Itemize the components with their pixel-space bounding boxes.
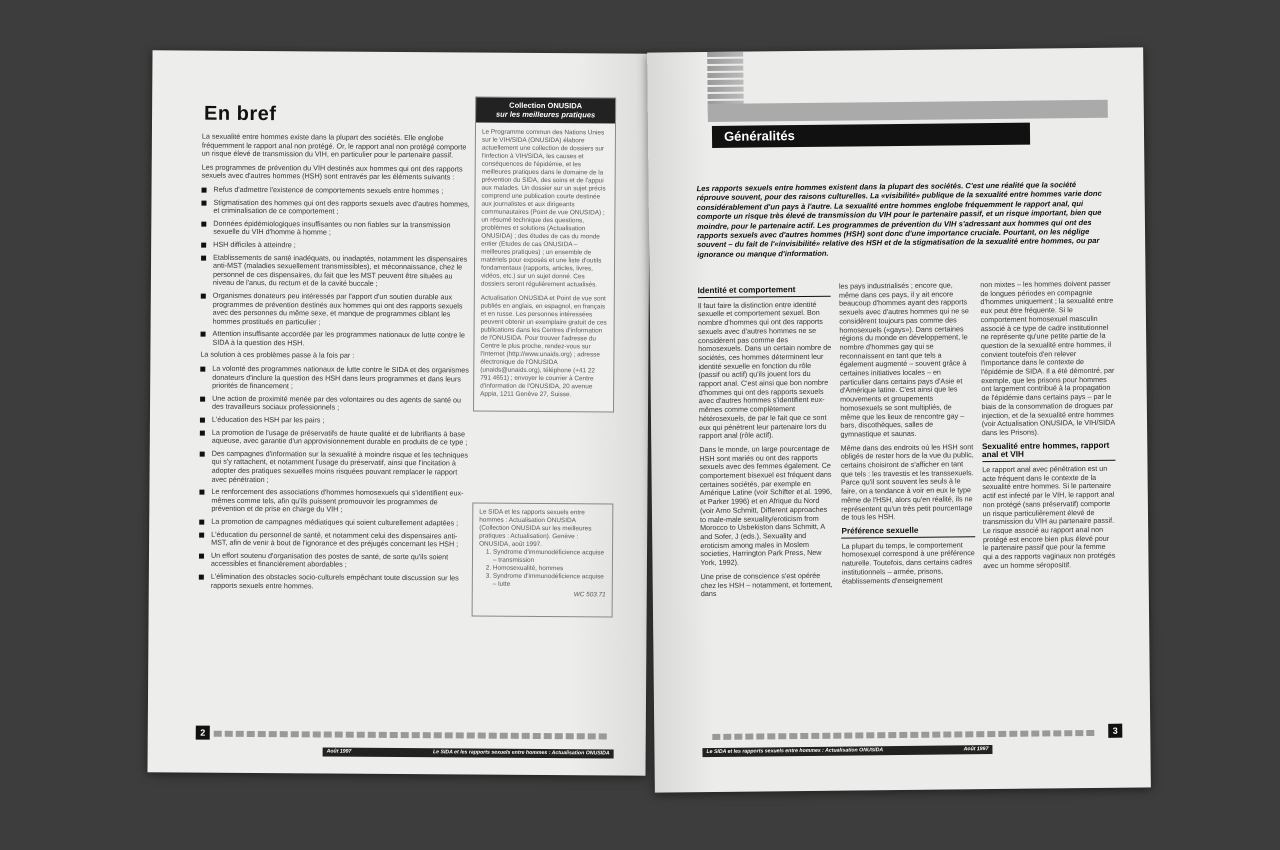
bullet-square-icon <box>201 294 206 299</box>
footer-bar <box>702 745 992 757</box>
left-page <box>147 50 650 775</box>
intro-paragraph: Les programmes de prévention du VIH destinés aux hommes qui ont des rapports sexuels avec d'autres hommes (HSH) sont entravés par les éléments suivants : <box>201 162 463 182</box>
solution-intro: La solution à ces problèmes passe à la fois par : <box>200 350 355 361</box>
paragraph: Dans le monde, un large pourcentage de HSH sont mariés ou ont des rapports sexuels avec des femmes également. Ce comportement bisexuel est fréquent dans certaines sociétés, par exemple en Amérique Latine (voir Schifter et al. 1996, et Parker 1996) et en Afrique du Nord (voir Arno Schmitt, Different approaches to male-male sexuality/eroticism from Morocco to Usbekiston dans Schmitt, A and Sofer, J (eds.), Sexuality and eroticism among males in Moslem societies, Harrington Park Press, New York, 1992). <box>699 443 833 568</box>
list-item: L'éducation du personnel de santé, et notamment celui des dispensaires anti-MST, afin de venir à bout de l'ignorance et des préjugés concernant les HSH ; <box>199 530 469 549</box>
footer-date: Août 1997 <box>326 748 352 755</box>
bullet-square-icon <box>201 200 206 205</box>
list-item: Stigmatisation des hommes qui ont des rapports sexuels avec d'autres hommes, et criminalisation de ce comportement ; <box>201 198 471 217</box>
page-number: 3 <box>1108 724 1122 738</box>
bullet-square-icon <box>199 553 204 558</box>
paragraph: non mixtes – les hommes doivent passer de longues périodes en compagnie d'hommes uniquement ; la sexualité entre eux peut être fréquente. Si le comportement homosexuel masculin associé à ce type de cadre institutionnel ne représente qu'une petite partie de la question de la sexualité entre hommes, il convient toutefois d'en relever l'importance dans le contexte de l'épidémie de SIDA. Il a été démontré, par exemple, que les prisons pour hommes ont largement contribué à la propagation de l'épidémie dans certains pays – par le biais de la consommation de drogues par injection, et de la sexualité entre hommes (voir Actualisation ONUSIDA, le VIH/SIDA dans les Prisons). <box>980 278 1115 438</box>
collection-sidebox <box>473 97 616 413</box>
footer-title: Le SIDA et les rapports sexuels entre hommes : Actualisation ONUSIDA <box>432 749 610 757</box>
list-item: Des campagnes d'information sur la sexualité à moindre risque et les techniques qui s'y rattachent, et notamment l'usage du préservatif, ainsi que l'incitation à adopter des pratiques sexuelles moins risquées pouvant remplacer le rapport avec pénétration ; <box>200 449 470 485</box>
list-item: Refus d'admettre l'existence de comportements sexuels entre hommes ; <box>202 186 472 196</box>
list-item: L'éducation des HSH par les pairs ; <box>200 416 470 426</box>
subject-list <box>479 549 606 590</box>
list-item: 1. Syndrome d'immunodéficience acquise – transmission <box>493 549 606 566</box>
list-item: Un effort soutenu d'organisation des postes de santé, de sorte qu'ils soient accessibles et financièrement abordables ; <box>199 551 469 570</box>
article-columns <box>698 280 1117 604</box>
subheading: Identité et comportement <box>698 286 831 298</box>
bullet-square-icon <box>202 188 207 193</box>
subheading: Sexualité entre hommes, rapport anal et VIH <box>982 441 1116 462</box>
list-item: Données épidémiologiques insuffisantes ou non fiables sur la transmission sexuelle du VIH d'homme à homme ; <box>201 219 471 238</box>
list-item: Le renforcement des associations d'hommes homosexuels qui s'identifient eux-mêmes comme tels, afin qu'ils puissent promouvoir les programmes de prévention et de prise en charge du VIH ; <box>199 488 469 516</box>
bullet-square-icon <box>201 243 206 248</box>
footer-date: Août 1997 <box>963 746 989 753</box>
catalog-reference-box <box>472 503 614 618</box>
list-item: Organismes donateurs peu intéressés par l'apport d'un soutien durable aux programmes de prévention destinés aux hommes qui ont des rapports sexuels avec des personnes du même sexe, et manque de programmes ciblant les hommes prostitués en particulier ; <box>201 292 471 328</box>
bullet-square-icon <box>199 520 204 525</box>
bullet-square-icon <box>201 221 206 226</box>
list-item: La volonté des programmes nationaux de lutte contre le SIDA et des organismes donateurs d'inclure la question des HSH dans leurs programmes et dans leurs priorités de financement ; <box>200 365 470 393</box>
sidebox-paragraph: Le Programme commun des Nations Unies sur le VIH/SIDA (ONUSIDA) élabore actuellement une collection de dossiers sur l'infection à VIH/SIDA, les causes et conséquences de l'épidémie, et les meilleures pratiques dans le domaine de la prévention du SIDA, des soins et de l'appui aux malades. Un dossier sur un sujet précis comprend une publication courte destinée aux journalistes et aux dirigeants communautaires (Point de vue ONUSIDA) ; un résumé technique des questions, problèmes et solutions (Actualisation ONUSIDA) ; des études de cas du monde entier (Etudes de cas ONUSIDA – meilleures pratiques) ; un ensemble de matériels pour exposés et une liste d'outils fondamentaux (rapports, articles, livres, vidéos, etc.) sur un sujet donné. Ces dossiers seront régulièrement actualisés. <box>480 128 606 289</box>
list-item: Etablissements de santé inadéquats, ou inadaptés, notamment les dispensaires anti-MST (maladies sexuellement transmissibles), et méconnaissance, chez le personnel de ces dispensaires, du fait que les MST peuvent être situées au niveau de l'anus, du rectum et de la cavité buccale ; <box>201 253 471 289</box>
column-2 <box>839 281 976 602</box>
paragraph: Le rapport anal avec pénétration est un acte fréquent dans le contexte de la sexualité entre hommes. Si le partenaire actif est infecté par le VIH, le rapport anal non protégé (sans préservatif) comporte un risque particulièrement élevé de transmission du VIH au partenaire passif. Le risque associé au rapport anal non protégé est encore bien plus élevé pour le partenaire passif que pour la femme qui a des rapports vaginaux non protégés avec un homme séropositif. <box>982 463 1116 570</box>
paragraph: Même dans des endroits où les HSH sont obligés de rester hors de la vue du public, certains choisiront de s'afficher en tant que tels : les travestis et les transsexuels. Parce qu'il sont souvent les seuls à le faire, on a tendance à voir en eux le type même de l'HSH, alors qu'en réalité, ils ne représentent qu'un très petit pourcentage de tous les HSH. <box>840 441 974 522</box>
bullet-square-icon <box>200 430 205 435</box>
intro-paragraph: Les rapports sexuels entre hommes existent dans la plupart des sociétés. C'est une réalité que la société réprouve souvent, pour des raisons culturelles. La «visibilité» publique de la sexualité entre hommes varie donc considérablement d'un pays à l'autre. La sexualité entre hommes englobe fréquemment le rapport anal, qui comporte un risque très élevé de transmission du VIH pour le partenaire passif, et un risque important, bien que moindre, pour le partenaire actif. Les programmes de prévention du VIH s'adressant aux hommes qui ont des rapports sexuels avec d'autres hommes (HSH) sont donc d'une importance cruciale. Pourtant, on les néglige souvent – du fait de l'«invisibilité» relative des HSH et de la stigmatisation de la sexualité entre hommes, ou par ignorance ou manque d'information. <box>696 180 1102 259</box>
section-title: Généralités <box>712 123 1030 148</box>
list-item: HSH difficiles à atteindre ; <box>201 241 471 251</box>
footer-stripes <box>712 730 1102 740</box>
paragraph: Il faut faire la distinction entre identité sexuelle et comportement sexuel. Bon nombre d'hommes qui ont des rapports sexuels avec d'autres hommes ne se considèrent pas comme des homosexuels. Dans un certain nombre de sociétés, ces hommes déterminent leur identité sexuelle en fonction du rôle (passif ou actif) qu'ils jouent lors du rapport anal. C'est ainsi que bon nombre d'hommes qui ont des rapports sexuels avec d'autres hommes s'identifient eux-mêmes comme complètement hétérosexuels, de par le fait que ce sont eux qui pénètrent leur partenaire lors du rapport anal (rôle actif). <box>697 299 832 441</box>
bullet-square-icon <box>200 396 205 401</box>
header-grey-bar <box>708 100 1108 122</box>
page-title: En bref <box>204 102 277 126</box>
bullet-square-icon <box>201 255 206 260</box>
obstacles-list <box>200 186 471 349</box>
bullet-square-icon <box>200 367 205 372</box>
list-item: 3. Syndrome d'immunodéficience acquise – lutte <box>493 573 606 590</box>
intro-paragraph: La sexualité entre hommes existe dans la plupart des sociétés. Elle englobe fréquemment le rapport anal non protégé. Or, le rapport anal non protégé comporte un risque élevé de transmission du VIH, en particulier pour le partenaire passif. <box>201 131 467 160</box>
paragraph: les pays industrialisés ; encore que, même dans ces pays, il y ait encore beaucoup d'hommes ayant des rapports sexuels avec d'autres hommes qui ne se considèrent toujours pas comme des homosexuels («gays»). Dans certaines régions du monde en développement, le nombre d'hommes gay qui se reconnaissent en tant que tels a également augmenté – souvent grâce à certaines initiatives locales – en particulier dans certains pays d'Asie et d'Amérique latine. C'est ainsi que les mouvements et groupements homosexuels se sont multipliés, de même que les lieux de rencontre gay – bars, discothèques, salles de gymnastique et saunas. <box>838 280 969 439</box>
list-item: La promotion de campagnes médiatiques qui soient culturellement adaptées ; <box>199 518 469 528</box>
footer-stripes <box>214 731 614 740</box>
sidebox-body <box>474 123 615 412</box>
paragraph: La plupart du temps, le comportement homosexuel correspond à une préférence naturelle. Toutefois, dans certains cadres institutionnels – armée, prisons, établissements d'enseignement <box>841 540 975 586</box>
sidebox-subheading: sur les meilleures pratiques <box>495 109 596 120</box>
subheading: Préférence sexuelle <box>841 526 974 538</box>
paragraph: Une prise de conscience s'est opérée chez les HSH – notamment, et fortement, dans <box>700 570 833 599</box>
solutions-list <box>199 365 471 592</box>
list-item: L'élimination des obstacles socio-culturels empêchant toute discussion sur les rapports sexuels entre hommes. <box>199 573 469 592</box>
right-page <box>647 47 1151 792</box>
bullet-square-icon <box>200 418 205 423</box>
list-item: Une action de proximité menée par des volontaires ou des agents de santé ou des travailleurs sociaux professionnels ; <box>200 394 470 413</box>
bullet-square-icon <box>199 490 204 495</box>
sidebox-heading: Collection ONUSIDA sur les meilleures pratiques <box>476 98 615 124</box>
sidebox-paragraph: Actualisation ONUSIDA et Point de vue sont publiés en anglais, en espagnol, en français et en russe. Les personnes intéressées peuvent obtenir un exemplaire gratuit de ces publications dans les Centres d'information de l'ONUSIDA. Pour trouver l'adresse du Centre le plus proche, rendez-vous sur l'Internet (http://www.unaids.org) ; adresse électronique de l'ONUSIDA (unaids@unaids.org), téléphone (+41 22 791 4651) ; envoyer le courrier à Centre d'information de l'ONUSIDA, 20 avenue Appia, 1211 Genève 27, Suisse. <box>480 294 607 399</box>
column-1 <box>698 283 835 604</box>
bullet-square-icon <box>200 451 205 456</box>
left-body <box>199 133 472 596</box>
page-number: 2 <box>196 726 210 740</box>
footer-title: Le SIDA et les rapports sexuels entre hommes : Actualisation ONUSIDA <box>706 747 884 756</box>
bullet-square-icon <box>199 532 204 537</box>
column-3 <box>980 280 1117 601</box>
footer-bar <box>323 747 614 758</box>
bullet-square-icon <box>199 575 204 580</box>
list-item: Attention insuffisante accordée par les programmes nationaux de lutte contre le SIDA à la question des HSH. <box>200 330 470 349</box>
citation: Le SIDA et les rapports sexuels entre hommes : Actualisation ONUSIDA (Collection ONUSIDA sur les meilleures pratiques : Actualisation). Genève : ONUSIDA, août 1997. <box>479 508 592 549</box>
list-item: La promotion de l'usage de préservatifs de haute qualité et de lubrifiants à base aqueuse, avec garantie d'un approvisionnement durable en produits de ce type ; <box>200 428 470 447</box>
classification-code: WC 503.71 <box>573 591 606 599</box>
list-item: 2. Homosexualité, hommes <box>493 565 606 574</box>
bullet-square-icon <box>201 332 206 337</box>
